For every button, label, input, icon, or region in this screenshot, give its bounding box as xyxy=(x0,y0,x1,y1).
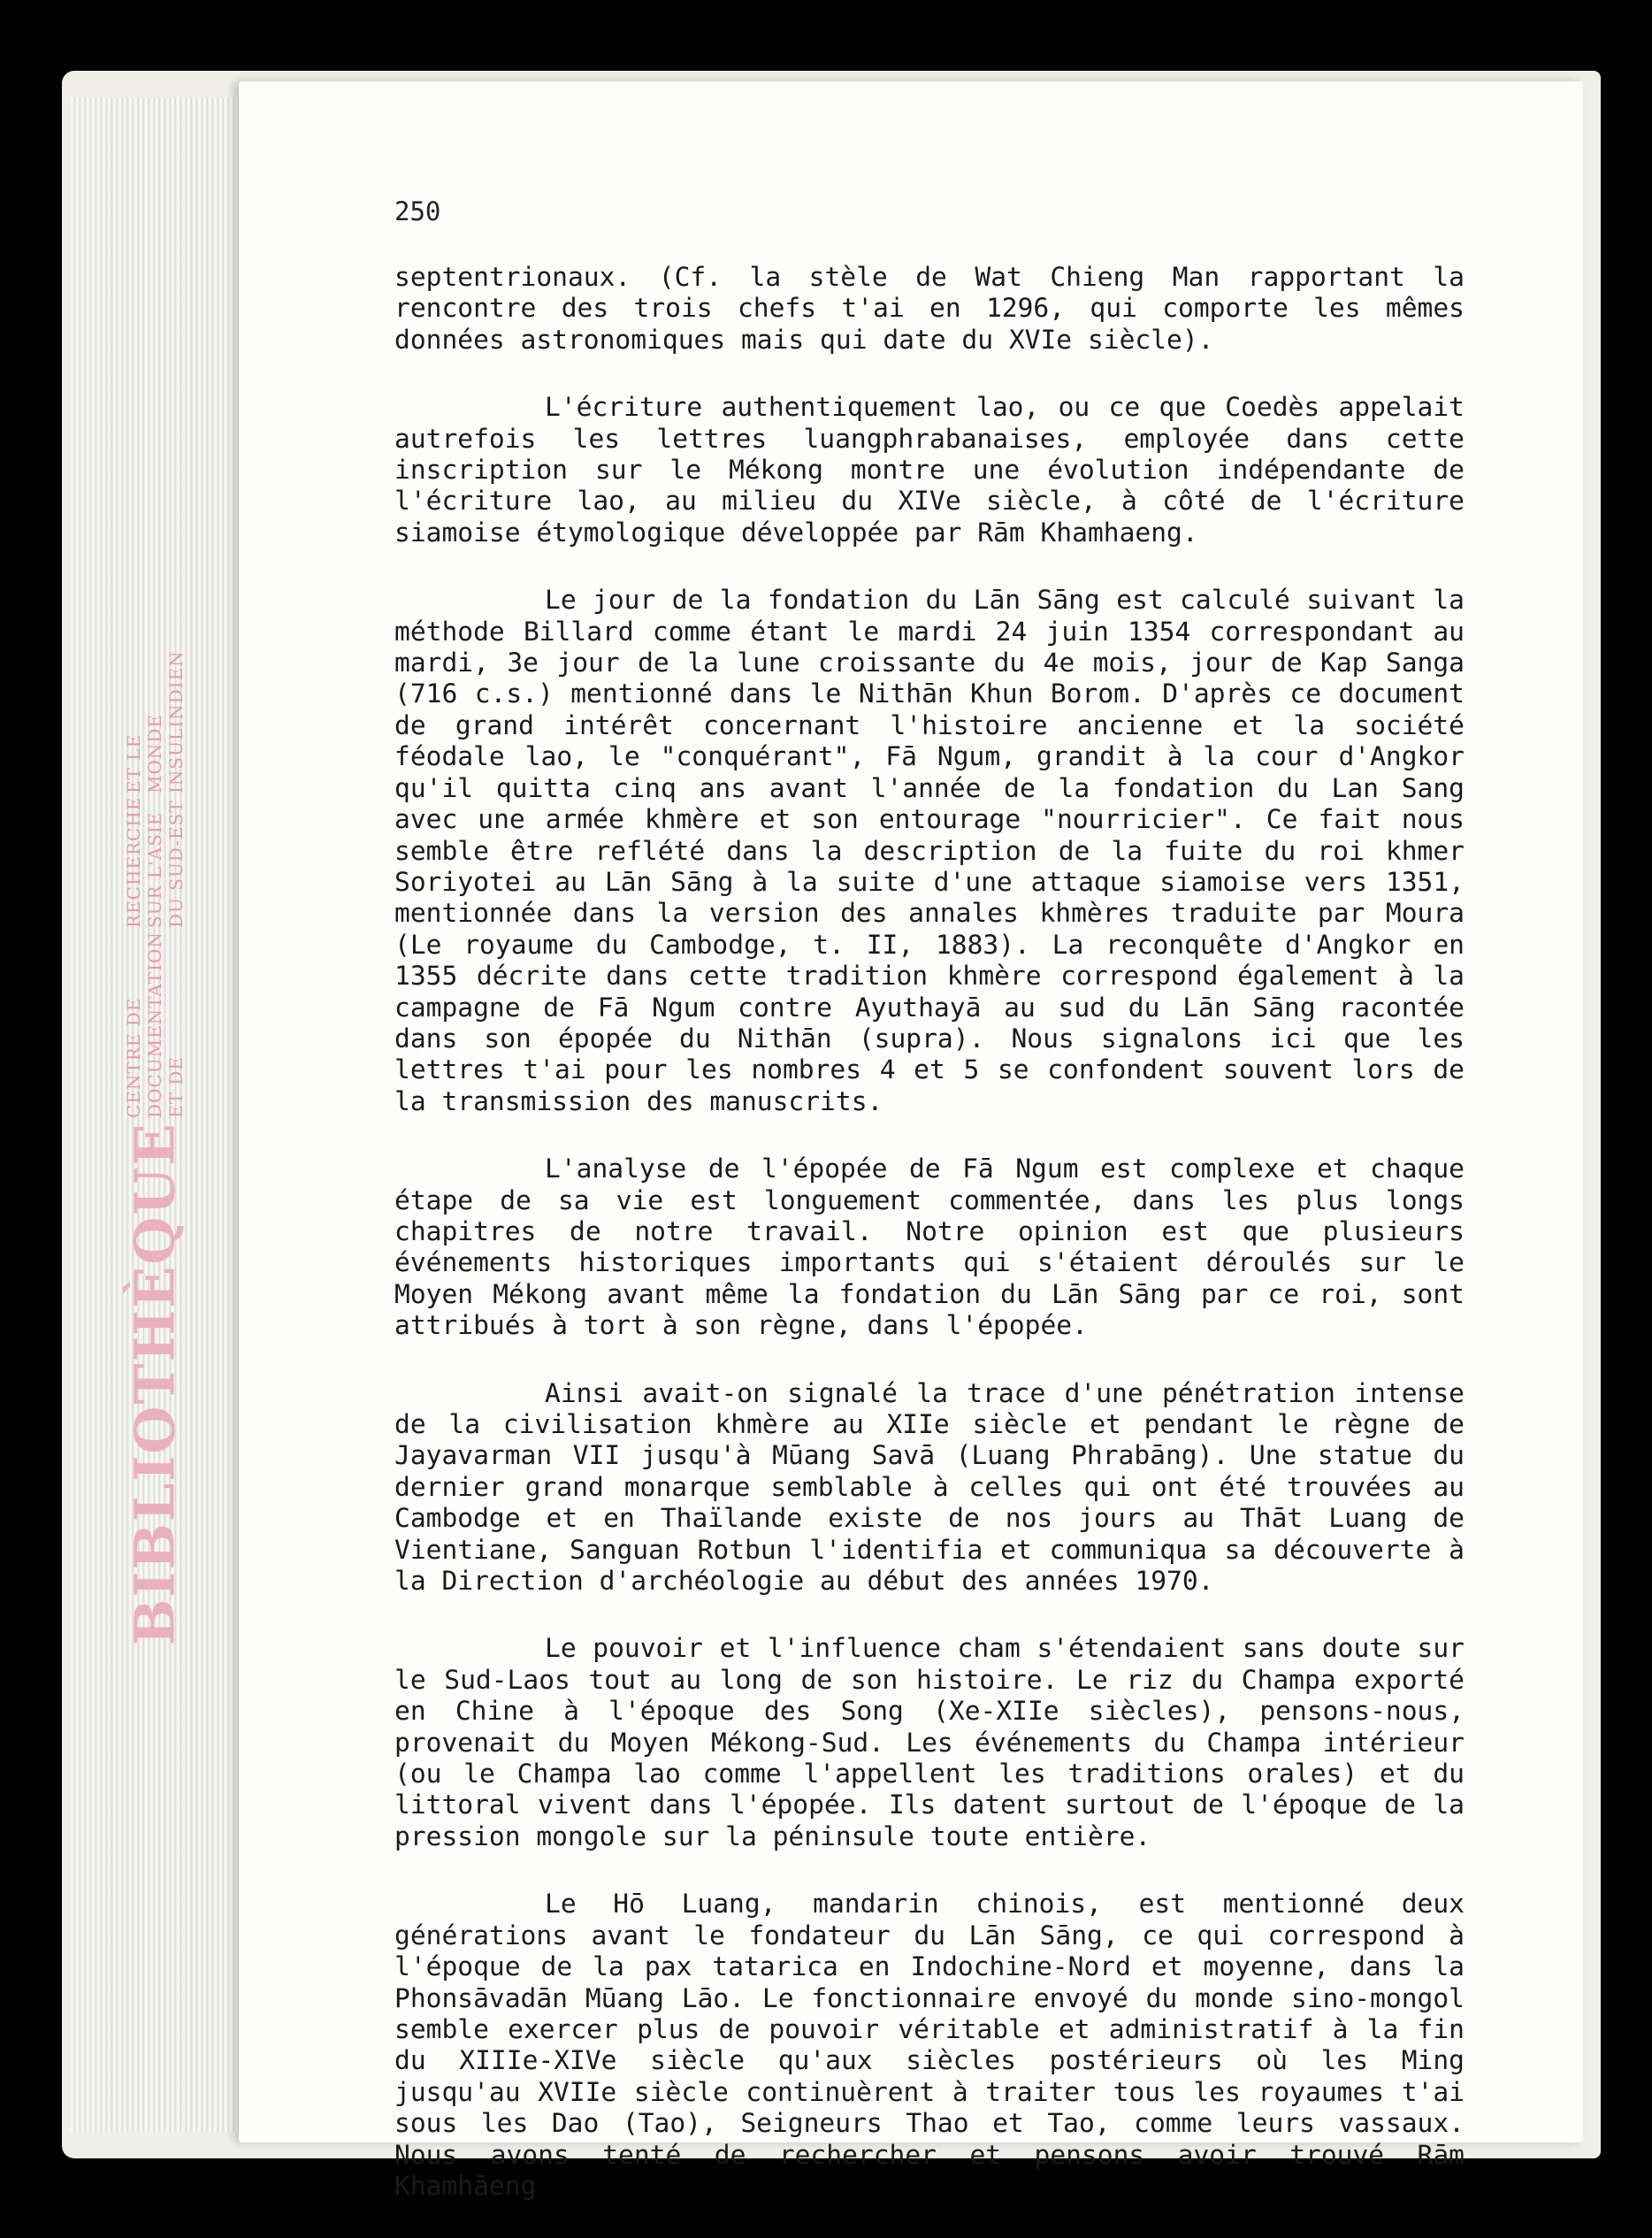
stamp-line: RECHERCHE SUR L'ASIE DU SUD-EST xyxy=(123,796,187,929)
paragraph: Le pouvoir et l'influence cham s'étendaient sans doute sur le Sud-Laos tout au long de son histoire. Le riz du Champa exporté en Chine à l'époque des Song (Xe-XIIe siècles), pensons-nous, provenait du Moyen Mékong-Sud. Les événements du Champa intérieur (ou le Champa lao comme l'appellent les traditions orales) et du littoral vivent dans l'épopée. Ils datent surtout de l'époque de la pression mongole sur la péninsule toute entière. xyxy=(394,1633,1465,1851)
paragraph: Le jour de la fondation du Lān Sāng est calculé suivant la méthode Billard comme étant le mardi 24 juin 1354 correspondant au mardi, 3e jour de la lune croissante du 4e mois, jour de Kap Sanga (716 c.s.) mentionné dans le Nithān Khun Borom. D'après ce document de grand intérêt concernant l'histoire ancienne et la société féodale lao, le "conquérant", Fā Ngum, grandit à la cour d'Angkor qu'il quitta cinq ans avant l'année de la fondation du Lan Sang avec une armée khmère et son entourage "nourricier". Ce fait nous semble être reflété dans la description de la fuite du roi khmer Soriyotei au Lān Sāng à la suite d'une attaque siamoise vers 1351, mentionnée dans la version des annales khmères traduite par Moura (Le royaume du Cambodge, t. II, 1883). La reconquête d'Angkor en 1355 décrite dans cette tradition khmère correspond également à la campagne de Fā Ngum contre Ayuthayā au sud du Lān Sāng racontée dans son épopée du Nithān (supra). Nous signalons ici que les lettres t'ai pour les nombres 4 et 5 se confondent souvent lors de la transmission des manuscrits. xyxy=(394,585,1465,1116)
library-stamp xyxy=(93,650,217,1645)
stamp-main: BIBLIOTHÈQUE xyxy=(122,1122,187,1645)
paragraph: L'analyse de l'épopée de Fā Ngum est complexe et chaque étape de sa vie est longuement commentée, dans les plus longs chapitres de notre travail. Notre opinion est que plusieurs événements historiques importants qui s'étaient déroulés sur le Moyen Mékong avant même la fondation du Lān Sāng par ce roi, sont attribués à tort à son règne, dans l'épopée. xyxy=(394,1153,1465,1341)
body-text xyxy=(394,262,1465,2238)
paragraph: septentrionaux. (Cf. la stèle de Wat Chieng Man rapportant la rencontre des trois chefs t'ai en 1296, qui comporte les mêmes données astronomiques mais qui date du XVIe siècle). xyxy=(394,262,1465,355)
page-number: 250 xyxy=(394,196,441,226)
stamp-line: CENTRE DE DOCUMENTATION ET DE xyxy=(123,931,187,1119)
paragraph: Ainsi avait-on signalé la trace d'une pénétration intense de la civilisation khmère au XIIe siècle et pendant le règne de Jayavarman VII jusqu'à Mūang Savā (Luang Phrabāng). Une statue du dernier grand monarque semblable à celles qui ont été trouvées au Cambodge et en Thaïlande existe de nos jours au Thāt Luang de Vientiane, Sanguan Rotbun l'identifia et communiqua sa découverte à la Direction d'archéologie au début des années 1970. xyxy=(394,1377,1465,1597)
stamp-line: ET LE MONDE INSULINDIEN xyxy=(123,650,187,793)
paragraph: L'écriture authentiquement lao, ou ce que Coedès appelait autrefois les lettres luangphrabanaises, employée dans cette inscription sur le Mékong montre une évolution indépendante de l'écriture lao, au milieu du XIVe siècle, à côté de l'écriture siamoise étymologique développée par Rām Khamhaeng. xyxy=(394,392,1465,548)
paragraph: Le Hō Luang, mandarin chinois, est mentionné deux générations avant le fondateur du Lān Sāng, ce qui correspond à l'époque de la pax tatarica en Indochine-Nord et moyenne, dans la Phonsāvadān Mūang Lāo. Le fonctionnaire envoyé du monde sino-mongol semble exercer plus de pouvoir véritable et administratif à la fin du XIIIe-XIVe siècle qu'aux siècles postérieurs où les Ming jusqu'au XVIIe siècle continuèrent à traiter tous les royaumes t'ai sous les Dao (Tao), Seigneurs Thao et Tao, comme leurs vassaux. Nous avons tenté de rechercher et pensons avoir trouvé Rām Khamhāeng xyxy=(394,1889,1465,2201)
